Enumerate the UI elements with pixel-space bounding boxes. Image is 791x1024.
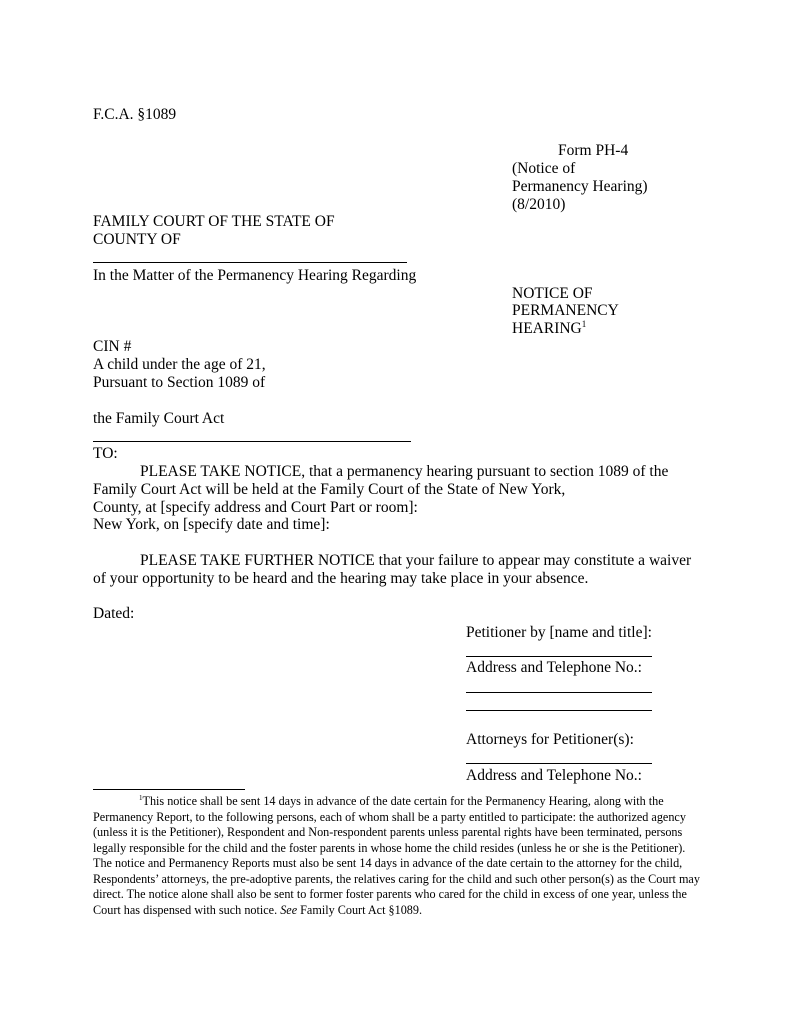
signature-line bbox=[466, 710, 652, 711]
form-info-line: (Notice of bbox=[512, 160, 576, 177]
cin-label: CIN # bbox=[93, 338, 132, 355]
paragraph-line: New York, on [specify date and time]: bbox=[93, 516, 330, 533]
notice-title-line bbox=[512, 320, 586, 338]
form-number: Form PH-4 bbox=[558, 142, 629, 159]
footnote-body: This notice shall be sent 14 days in advance of the date certain for the Permanency Hearing, along with the Permanency Report, to the following persons, each of whom shall be a party entitled to participate: the authorized agency (unless it is the Petitioner), Respondent and Non-respondent parents unless parental rights have been terminated, persons legally responsible for the child and the foster parents in whose home the child resides (unless he or she is the Petitioner). The notice and Permanency Reports must also be sent 14 days in advance of the date certain to the attorney for the child, Respondents’ attorneys, the pre-adoptive parents, the relatives caring for the child and such other person(s) as the Court may direct. The notice alone shall also be sent to former foster parents who cared for the child in excess of one year, unless the Court has dispensed with such notice. bbox=[93, 794, 700, 917]
footnote bbox=[93, 794, 701, 918]
footnote-citation: Family Court Act §1089. bbox=[297, 902, 423, 917]
address-label: Address and Telephone No.: bbox=[466, 767, 642, 784]
statute-reference: F.C.A. §1089 bbox=[93, 106, 177, 123]
signature-line bbox=[466, 692, 652, 693]
notice-title-hearing: HEARING bbox=[512, 320, 582, 337]
footnote-see: See bbox=[280, 902, 298, 917]
attorneys-label: Attorneys for Petitioner(s): bbox=[466, 731, 634, 748]
pursuant-line: Pursuant to Section 1089 of bbox=[93, 374, 266, 391]
footnote-reference: 1 bbox=[581, 318, 587, 329]
signature-line bbox=[466, 656, 652, 657]
paragraph-line: PLEASE TAKE FURTHER NOTICE that your failure to appear may constitute a waiver bbox=[140, 552, 692, 569]
footnote-separator bbox=[93, 789, 245, 790]
form-info-line: Permanency Hearing) bbox=[512, 178, 648, 195]
court-name: FAMILY COURT OF THE STATE OF bbox=[93, 213, 335, 230]
paragraph-line: of your opportunity to be heard and the hearing may take place in your absence. bbox=[93, 570, 589, 587]
petitioner-label: Petitioner by [name and title]: bbox=[466, 624, 652, 641]
paragraph-line: County, at [specify address and Court Part or room]: bbox=[93, 499, 418, 516]
address-label: Address and Telephone No.: bbox=[466, 659, 642, 676]
dated-label: Dated: bbox=[93, 605, 135, 622]
form-date: (8/2010) bbox=[512, 196, 566, 213]
to-label: TO: bbox=[93, 445, 118, 462]
matter-caption: In the Matter of the Permanency Hearing Regarding bbox=[93, 267, 417, 284]
divider-line bbox=[93, 441, 411, 442]
notice-title-line: NOTICE OF bbox=[512, 285, 593, 302]
footnote-marker: 1 bbox=[139, 793, 143, 802]
notice-title-line: PERMANENCY bbox=[512, 302, 619, 319]
divider-line bbox=[93, 262, 407, 263]
county-label: COUNTY OF bbox=[93, 231, 181, 248]
paragraph-line: PLEASE TAKE NOTICE, that a permanency hearing pursuant to section 1089 of the bbox=[140, 463, 669, 480]
act-line: the Family Court Act bbox=[93, 410, 225, 427]
signature-line bbox=[466, 763, 652, 764]
footnote-text bbox=[93, 794, 701, 918]
paragraph-line: Family Court Act will be held at the Family Court of the State of New York, bbox=[93, 481, 566, 498]
child-age-line: A child under the age of 21, bbox=[93, 356, 266, 373]
